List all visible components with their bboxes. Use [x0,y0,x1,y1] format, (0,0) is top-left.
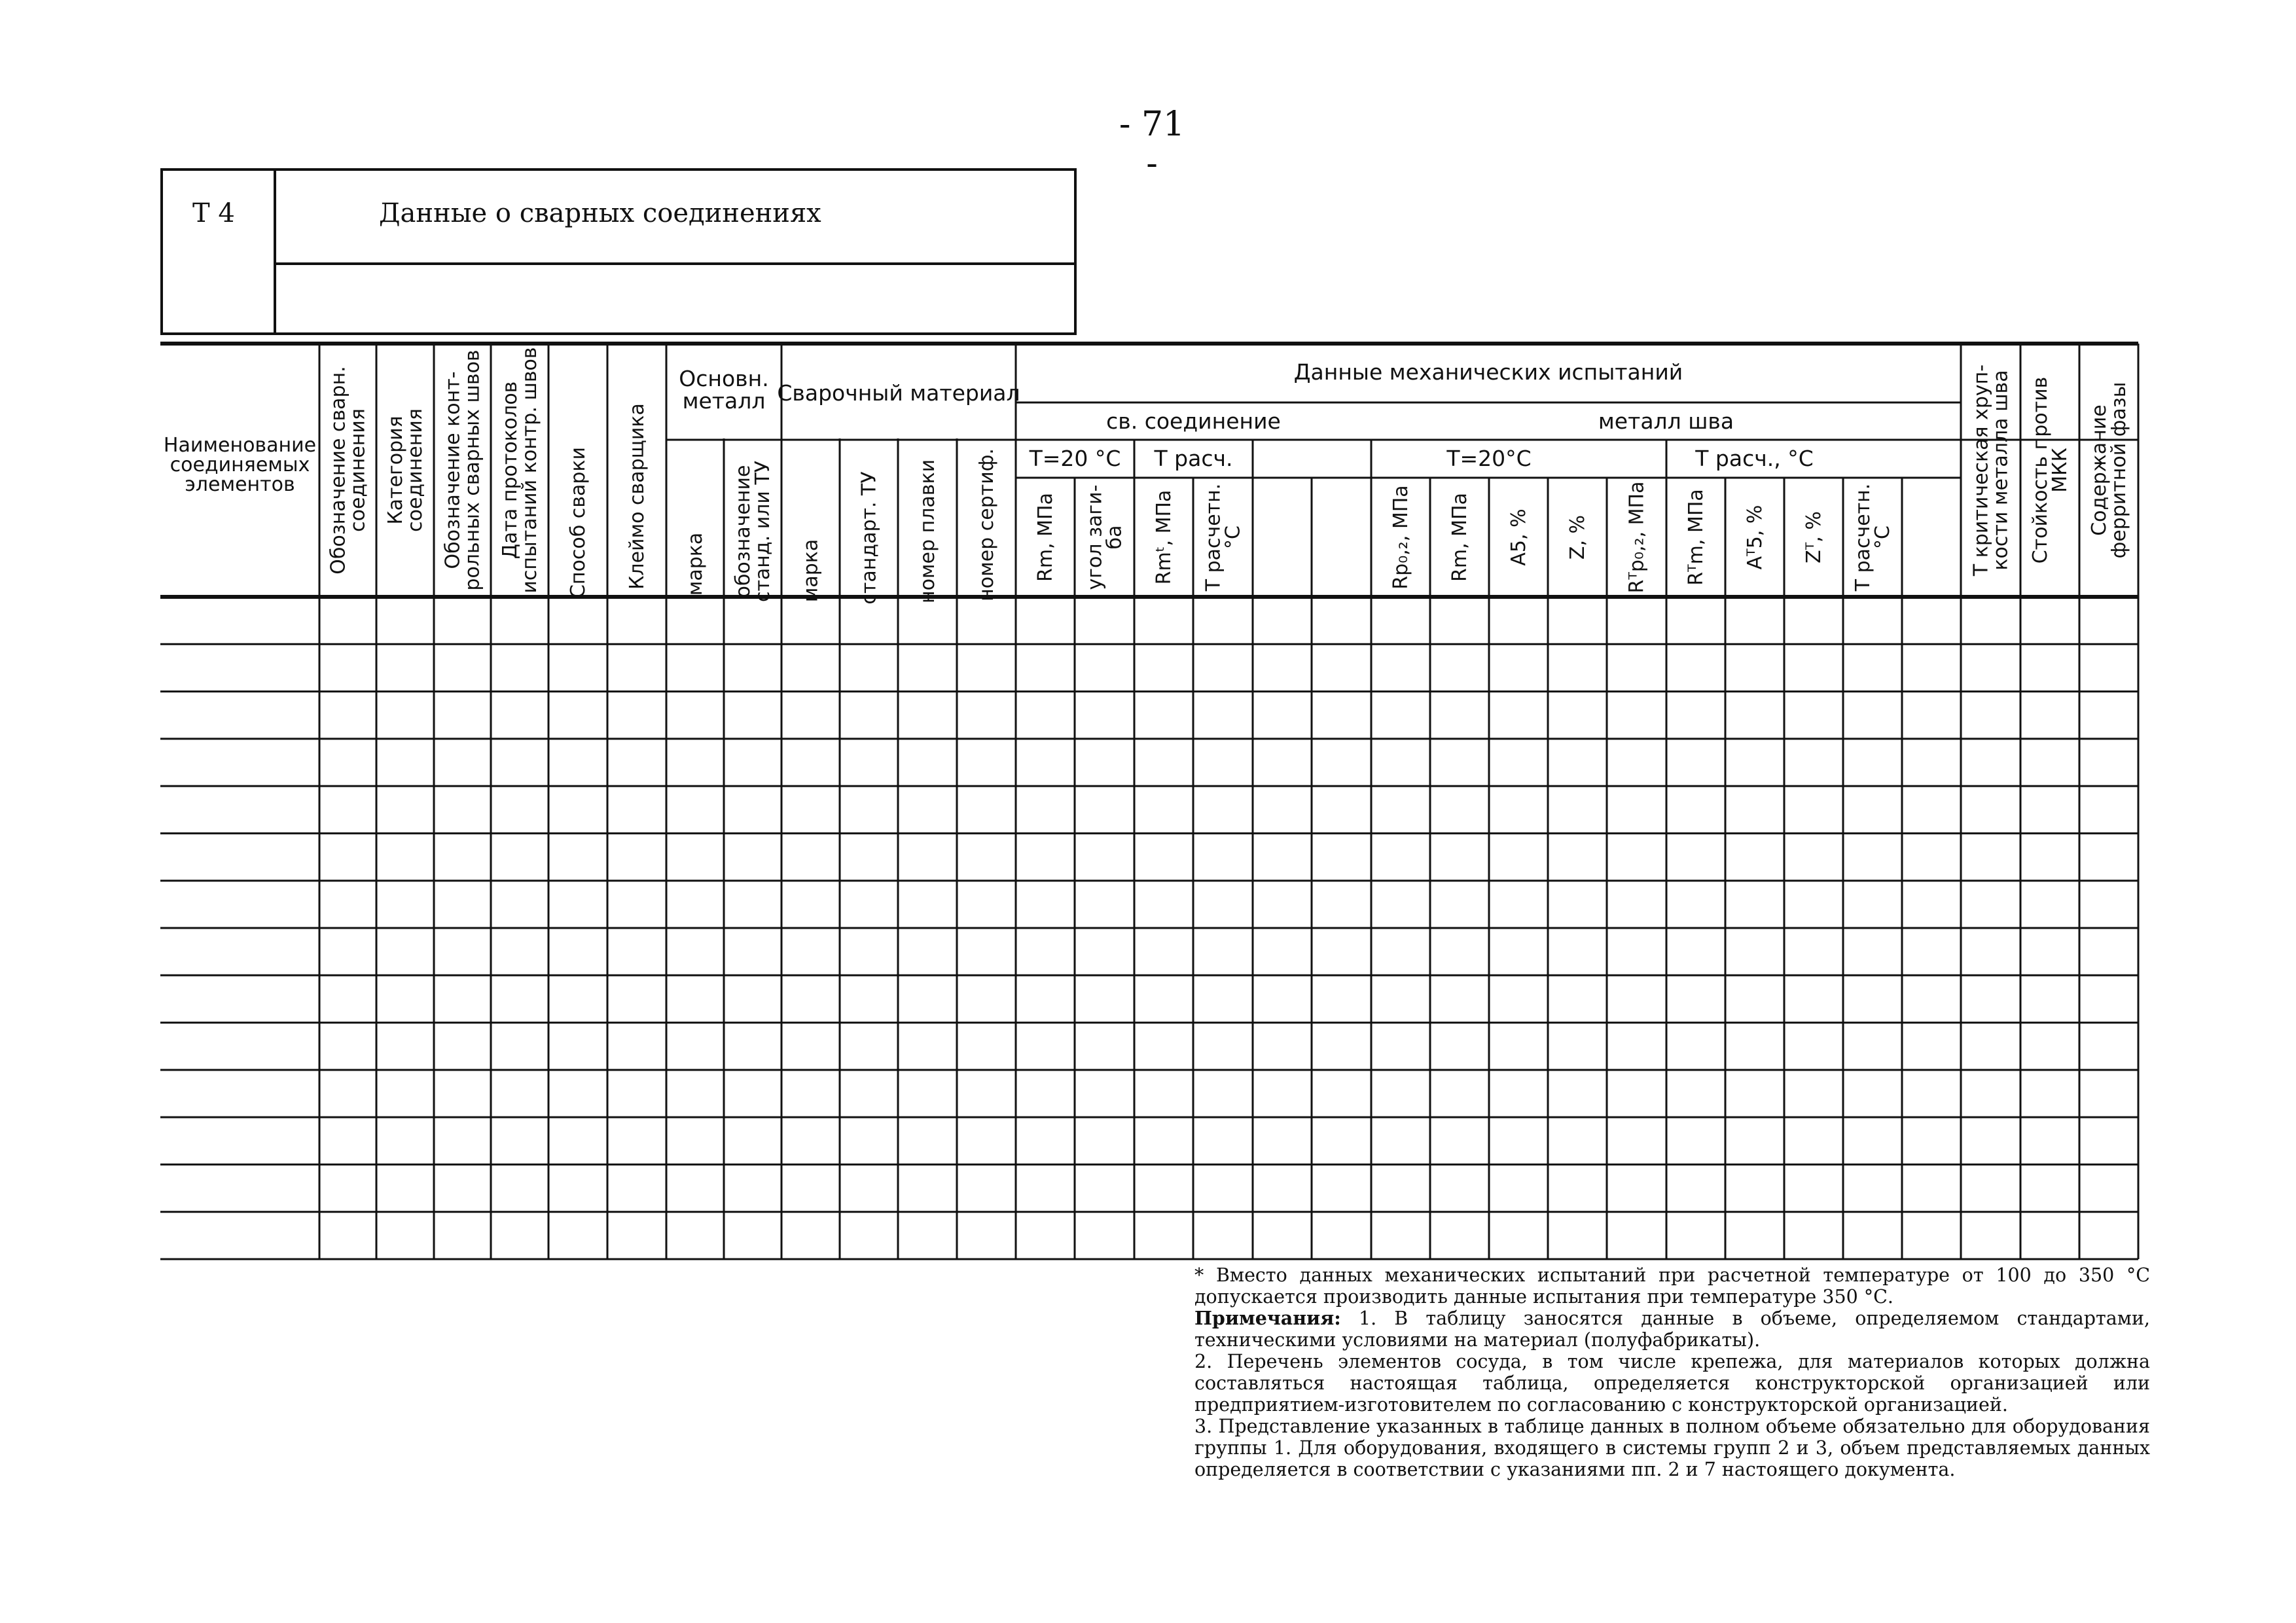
column-control-designation: Обозначение конт-рольных сварных швов [441,349,484,591]
mech-metal-tcalc-value-label: Т расчетн.°С [1852,483,1894,592]
column-welding-method: Способ сварки [567,446,590,599]
mech-rpt-label: Rᵀp₀,₂, МПа [1625,481,1649,594]
note-1 [1194,1308,2150,1351]
mech-metal-tcalc-label: Т расч., °С [1695,446,1814,471]
column-weld-designation: Обозначение сварн.соединения [327,366,370,575]
column-mkk-resistance: Стойкость противМКК [2029,376,2072,564]
mech-joint-label: св. соединение [1106,408,1281,434]
mech-bend-angle-label: угол заги-ба [1083,484,1126,590]
column-brittle-temp: Т критическая хруп-кости металла шва [1969,364,2013,577]
mech-metal-rmt-label: Rᵀm, МПа [1685,489,1708,586]
column-category: Категориясоединения [384,408,427,532]
base-metal-grade-label: марка [684,532,707,596]
column-ferrite-content: Содержаниеферритной фазы [2088,382,2130,559]
note-1-text: 1. В таблицу заносятся данные в объеме, определяемом стандартами, техническими условиями на материал (полуфабрикаты). [1194,1308,2150,1351]
mech-zt-label: Zᵀ, % [1803,511,1825,563]
notes-label: Примечания: [1194,1307,1341,1329]
table-notes [1194,1264,2150,1480]
page-number: - 71 - [1119,105,1185,183]
mech-z-label: Z, % [1566,514,1589,560]
mech-metal-label: металл шва [1598,408,1734,434]
weld-material-standard-label: стандарт. ТУ [857,471,881,605]
weld-material-group-label: Сварочный материал [777,380,1020,406]
note-3: 3. Представление указанных в таблице данных в полном объеме обязательно для оборудования группы 1. Для оборудования, входящего в системы групп 2 и 3, объем представляемых данных определяется в соответствии с указаниями пп. 2 и 7 настоящего документа. [1194,1416,2150,1480]
mech-metal-t20-label: Т=20°С [1446,446,1532,471]
base-metal-standard-label: обозначениестанд. или ТУ [732,460,774,603]
mech-rmt-label: Rmᵗ, МПа [1153,490,1175,585]
base-metal-group-label: Основн. металл [679,366,769,414]
mech-tests-group-label: Данные механических испытаний [1293,359,1683,385]
column-protocol-date: Дата протоколовиспытаний контр. швов [499,347,541,594]
column-welder-stamp: Клеймо сварщика [626,403,649,590]
mech-joint-tcalc-label: Т расч. [1154,446,1233,471]
note-2: 2. Перечень элементов сосуда, в том числе крепежа, для материалов которых должна составляться настоящая таблица, определяется конструкторской организацией или предприятием-изготовителем по согласованию с конструкторской организацией. [1194,1351,2150,1416]
mech-rp-label: Rp₀,₂, МПа [1390,485,1412,590]
table-code: Т 4 [163,171,276,332]
table-title: Данные о сварных соединениях [379,198,821,228]
weld-material-cert-label: номер сертиф. [975,448,998,601]
mech-metal-rm-label: Rm, МПа [1448,493,1471,582]
mech-joint-tcalc-value-label: Т расчетн.°С [1202,483,1245,592]
mech-joint-t20-label: Т=20 °С [1029,446,1121,471]
weld-material-grade-label: марка [799,539,823,603]
column-name-label: Наименование соединяемых элементов [163,434,317,496]
mech-a5-label: A5, % [1507,508,1530,566]
footnote: * Вместо данных механических испытаний при расчетной температуре от 100 до 350 °С допускается производить данные испытания при температуре 350 °С. [1194,1264,2150,1308]
mech-a5t-label: Aᵀ5, % [1744,505,1767,570]
weld-material-heat-label: номер плавки [916,459,939,604]
mech-rm-label: Rm, МПа [1034,493,1057,582]
